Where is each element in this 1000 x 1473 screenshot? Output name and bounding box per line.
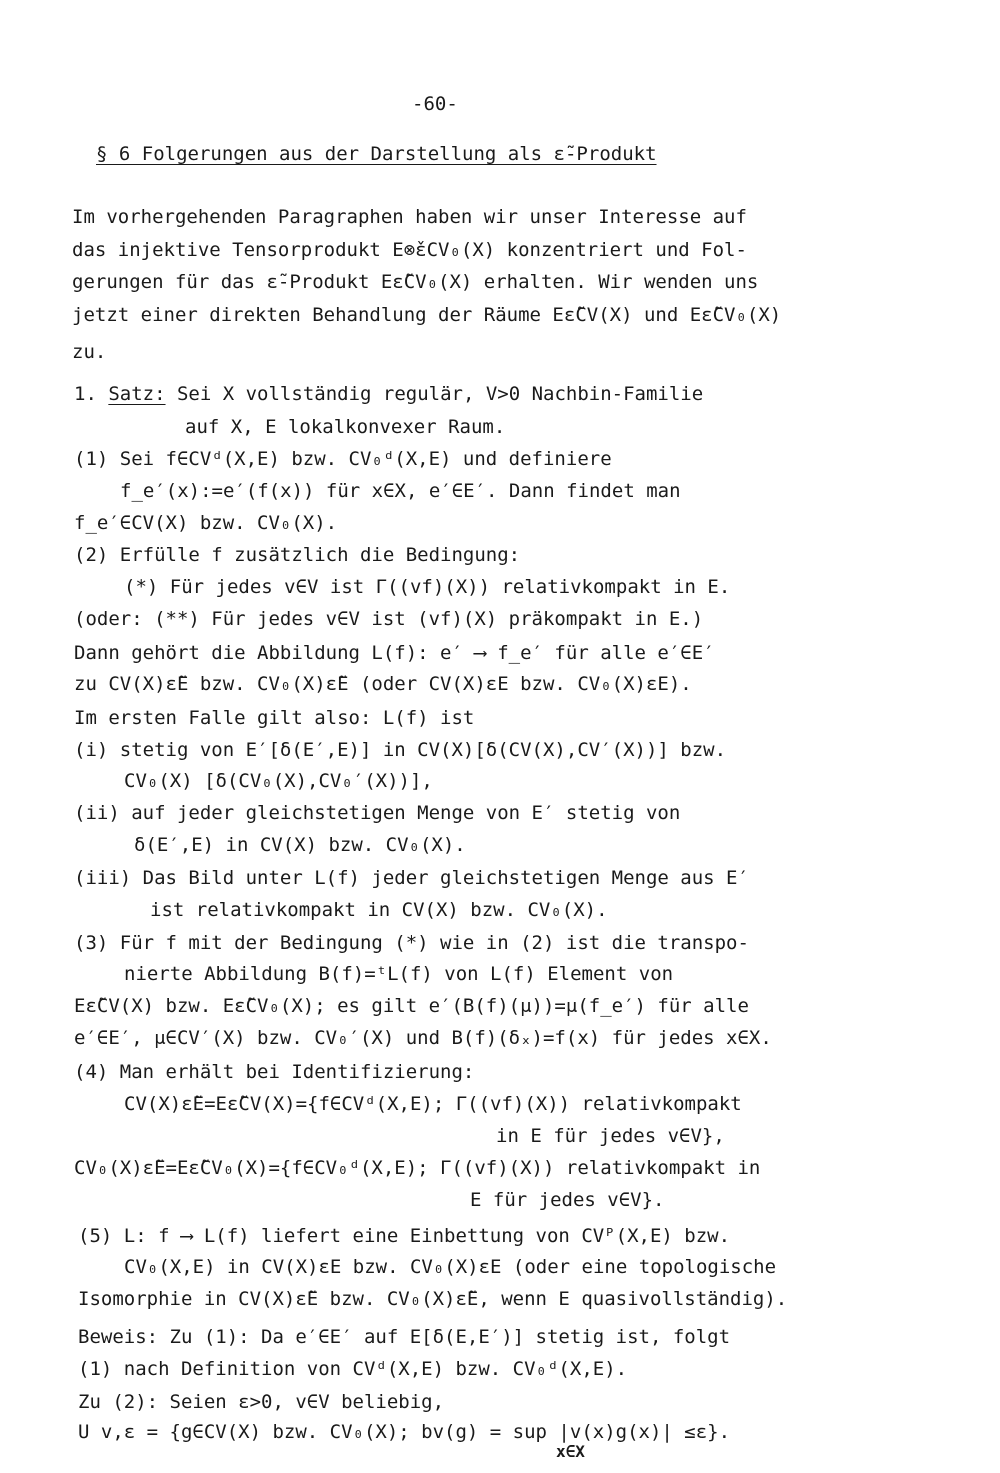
- body-line: (iii) Das Bild unter L(f) jeder gleichstetigen Menge aus E′: [74, 867, 749, 889]
- body-line: f_e′(x):=e′(f(x)) für x∈X, e′∈E′. Dann findet man: [120, 480, 681, 502]
- body-line: (i) stetig von E′[δ(E′,E)] in CV(X)[δ(CV(X),CV′(X))] bzw.: [74, 739, 727, 761]
- satz-label: Satz:: [108, 383, 166, 405]
- body-line: nierte Abbildung B(f)=ᵗL(f) von L(f) Element von: [124, 963, 674, 985]
- intro-line: jetzt einer direkten Behandlung der Räume Eε̃CV(X) und Eε̃CV₀(X): [72, 304, 782, 326]
- body-line: f_e′∈CV(X) bzw. CV₀(X).: [74, 512, 338, 534]
- body-line: Zu (2): Seien ε>0, v∈V beliebig,: [78, 1391, 445, 1413]
- body-line: auf X, E lokalkonvexer Raum.: [185, 416, 506, 438]
- body-line: U v,ε = {g∈CV(X) bzw. CV₀(X); bv(g) = sup |v(x)g(x)| ≤ε}.: [78, 1421, 731, 1443]
- intro-line: zu.: [72, 341, 107, 363]
- body-line: (ii) auf jeder gleichstetigen Menge von E′ stetig von: [74, 802, 681, 824]
- sup-subscript: x∈X: [556, 1442, 585, 1461]
- body-line: (*) Für jedes v∈V ist Γ((vf)(X)) relativkompakt in E.: [124, 576, 731, 598]
- satz-number: 1.: [74, 383, 97, 405]
- body-line: E für jedes v∈V}.: [470, 1189, 665, 1211]
- body-line: Beweis: Zu (1): Da e′∈E′ auf E[δ(E,E′)] stetig ist, folgt: [78, 1326, 731, 1348]
- body-line: δ(E′,E) in CV(X) bzw. CV₀(X).: [134, 834, 466, 856]
- intro-line: Im vorhergehenden Paragraphen haben wir unser Interesse auf: [72, 206, 747, 228]
- page-number: -60-: [412, 93, 458, 115]
- satz-text: Sei X vollständig regulär, V>0 Nachbin-Familie: [165, 383, 704, 405]
- body-line: Eε̃CV(X) bzw. Eε̃CV₀(X); es gilt e′(B(f)(μ))=μ(f_e′) für alle: [74, 995, 749, 1017]
- body-line: (5) L: f ⟶ L(f) liefert eine Einbettung von CVᴾ(X,E) bzw.: [78, 1225, 731, 1247]
- body-line: (2) Erfülle f zusätzlich die Bedingung:: [74, 544, 521, 566]
- intro-line: gerungen für das ε̃-Produkt Eε̃CV₀(X) erhalten. Wir wenden uns: [72, 271, 759, 293]
- satz-line: [74, 382, 703, 406]
- body-line: zu CV(X)ε̃E bzw. CV₀(X)ε̃E (oder CV(X)εE bzw. CV₀(X)εE).: [74, 673, 692, 695]
- body-line: (3) Für f mit der Bedingung (*) wie in (2) ist die transpo-: [74, 932, 749, 954]
- intro-line: das injektive Tensorprodukt E⊗̌εCV₀(X) konzentriert und Fol-: [72, 239, 747, 261]
- body-line: (oder: (**) Für jedes v∈V ist (vf)(X) präkompakt in E.): [74, 608, 704, 630]
- body-line: (1) Sei f∈CVᵈ(X,E) bzw. CV₀ᵈ(X,E) und definiere: [74, 448, 612, 470]
- body-line: CV₀(X) [δ(CV₀(X),CV₀′(X))],: [124, 770, 433, 792]
- section-heading: § 6 Folgerungen aus der Darstellung als ε̃-Produkt: [96, 143, 657, 165]
- body-line: (1) nach Definition von CVᵈ(X,E) bzw. CV₀ᵈ(X,E).: [78, 1358, 628, 1380]
- body-line: Im ersten Falle gilt also: L(f) ist: [74, 707, 475, 729]
- body-line: CV₀(X)ε̃E=Eε̃CV₀(X)={f∈CV₀ᵈ(X,E); Γ((vf)(X)) relativkompakt in: [74, 1157, 761, 1179]
- body-line: in E für jedes v∈V},: [496, 1125, 725, 1147]
- body-line: Isomorphie in CV(X)ε̃E bzw. CV₀(X)ε̃E, wenn E quasivollständig).: [78, 1288, 788, 1310]
- body-line: e′∈E′, μ∈CV′(X) bzw. CV₀′(X) und B(f)(δₓ)=f(x) für jedes x∈X.: [74, 1027, 772, 1049]
- body-line: CV₀(X,E) in CV(X)εE bzw. CV₀(X)εE (oder eine topologische: [124, 1256, 777, 1278]
- body-line: (4) Man erhält bei Identifizierung:: [74, 1061, 475, 1083]
- body-line: ist relativkompakt in CV(X) bzw. CV₀(X).: [150, 899, 608, 921]
- body-line: CV(X)ε̃E=Eε̃CV(X)={f∈CVᵈ(X,E); Γ((vf)(X)) relativkompakt: [124, 1093, 742, 1115]
- body-line: Dann gehört die Abbildung L(f): e′ ⟶ f_e′ für alle e′∈E′: [74, 642, 715, 664]
